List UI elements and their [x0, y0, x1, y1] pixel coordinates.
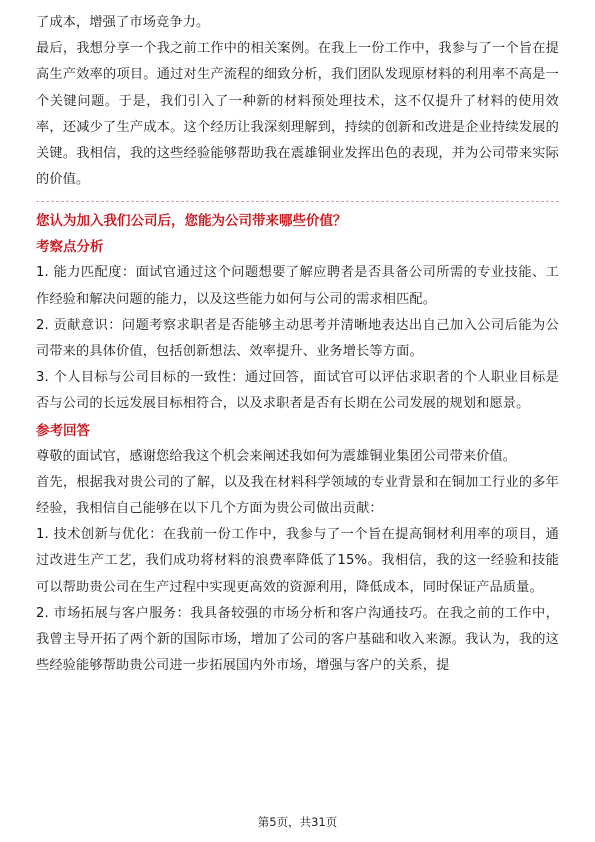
analysis-item: 3. 个人目标与公司目标的一致性：通过回答，面试官可以评估求职者的个人职业目标是否与公司的长远发展目标相符合，以及求职者是否有长期在公司发展的规划和愿景。 — [36, 370, 559, 412]
document-page — [36, 0, 559, 679]
answer-paragraph: 1. 技术创新与优化：在我前一份工作中，我参与了一个旨在提高铜材利用率的项目，通过改进生产工艺，我们成功将材料的浪费率降低了15%。我相信，我的这一经验和技能可以帮助贵公司在生产过程中实现更高效的资源利用，降低成本，同时保证产品质量。 — [36, 527, 559, 595]
answer-heading: 参考回答 — [36, 422, 90, 439]
section-divider — [36, 201, 559, 202]
interview-question: 您认为加入我们公司后，您能为公司带来哪些价值？ — [36, 213, 347, 230]
body-paragraph: 最后，我想分享一个我之前工作中的相关案例。在我上一份工作中，我参与了一个旨在提高生产效率的项目。通过对生产流程的细致分析，我们团队发现原材料的利用率不高是一个关键问题。于是，我们引入了一种新的材料预处理技术，这不仅提升了材料的使用效率，还减少了生产成本。这个经历让我深刻理解到，持续的创新和改进是企业持续发展的关键。我相信，我的这些经验能够帮助我在震雄铜业发挥出色的表现，并为公司带来实际的价值。 — [36, 41, 559, 188]
answer-paragraph: 尊敬的面试官，感谢您给我这个机会来阐述我如何为震雄铜业集团公司带来价值。 — [36, 448, 517, 464]
answer-paragraph: 首先，根据我对贵公司的了解，以及我在材料科学领域的专业背景和在铜加工行业的多年经验，我相信自己能够在以下几个方面为贵公司做出贡献： — [36, 474, 559, 517]
answer-paragraph: 2. 市场拓展与客户服务：我具备较强的市场分析和客户沟通技巧。在我之前的工作中，我曾主导开拓了两个新的国际市场，增加了公司的客户基础和收入来源。我认为，我的这些经验能够帮助贵公司进一步拓展国内外市场，增强与客户的关系，提 — [36, 605, 559, 674]
page-number: 第5页，共31页 — [257, 815, 338, 829]
analysis-item: 2. 贡献意识：问题考察求职者是否能够主动思考并清晰地表达出自己加入公司后能为公司带来的具体价值，包括创新想法、效率提升、业务增长等方面。 — [36, 317, 559, 360]
analysis-heading: 考察点分析 — [36, 239, 104, 256]
body-paragraph: 了成本，增强了市场竞争力。 — [36, 15, 210, 30]
analysis-item: 1. 能力匹配度：面试官通过这个问题想要了解应聘者是否具备公司所需的专业技能、工作经验和解决问题的能力，以及这些能力如何与公司的需求相匹配。 — [36, 265, 559, 307]
